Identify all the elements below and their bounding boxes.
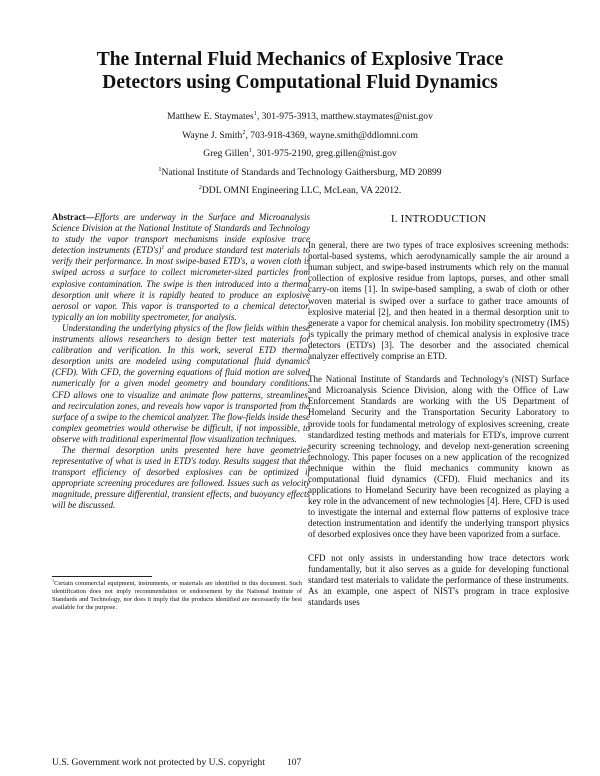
author-sup: 1 <box>248 146 252 154</box>
title-line-1: The Internal Fluid Mechanics of Explosive Trace <box>96 49 504 70</box>
footnote <box>52 577 302 612</box>
page-footer <box>52 757 301 768</box>
affiliation-line <box>90 185 510 196</box>
abstract-text: Efforts are underway in the Surface and Microanalysis Science Division at the National Institute of Standards and Technology to study the vapor transport mechanisms inside explosive trace detection instruments (ETD's) <box>52 212 310 256</box>
left-column <box>52 212 310 512</box>
abstract-paragraph-3: The thermal desorption units presented here have geometries representative of what is used in ETD's today. Results suggest that the transport efficiency of desorbed explosives can be optimized if appropriate screening procedures are followed. Issues such as velocity magnitude, pressure differential, transient effects, and buoyancy effects will be discussed. <box>52 444 310 511</box>
author-line <box>90 130 510 141</box>
intro-paragraph-2: The National Institute of Standards and Technology's (NIST) Surface and Microanalysis Science Division, along with the Office of Law Enforcement Standards are working with the US Department of Homeland Security and the Transportation Security Laboratory to provide tools for fundamental metrology of explosives screening, create standardized testing methods and materials for ETD's, improve current security screening technology, and develop next-generation screening technology. This paper focuses on a new application of the recognized technique within the fluid mechanics community known as computational fluid dynamics (CFD). Fluid mechanics and its applications to Homeland Security have been recognized as playing a key role in the advancement of new technologies [4]. Here, CFD is used to investigate the internal and external flow patterns of explosive trace detection instrumentation and identify the underlying transport physics of desorbed explosives once they have been vaporized from a surface. <box>308 374 569 540</box>
footnote-sup: 1 <box>52 577 55 583</box>
author-name: Greg Gillen <box>203 148 249 159</box>
title-line-2: Detectors using Computational Fluid Dynamics <box>102 72 498 93</box>
author-contact: , 301-975-2190, greg.gillen@nist.gov <box>251 148 397 159</box>
page-number: 107 <box>286 757 302 768</box>
copyright-notice: U.S. Government work not protected by U.S. copyright <box>52 757 265 768</box>
abstract-paragraph-1 <box>52 212 310 323</box>
footnote-divider <box>52 576 152 577</box>
author-sup: 2 <box>242 128 246 136</box>
author-contact: , 301-975-3913, matthew.staymates@nist.gov <box>256 111 433 122</box>
author-contact: , 703-918-4369, wayne.smith@ddlomni.com <box>245 129 418 141</box>
affiliation-sup: 1 <box>158 165 162 173</box>
paper-title <box>60 48 540 94</box>
abstract-text: and produce standard test materials to verify their performance. In most swipe-based ETD's, a woven cloth is swiped across a surface to collect micrometer-sized particles from explosive contamination. The swipe is then introduced into a thermal desorption unit where it is rapidly heated to produce an explosive aerosol or vapor. This vapor is transported to a chemical detector, typically an ion mobility spectrometer, for analysis. <box>52 245 310 322</box>
abstract-label: Abstract <box>52 212 86 222</box>
footnote-ref: 1 <box>161 245 165 252</box>
footnote-text: Certain commercial equipment, instruments, or materials are identified in this document. Such identification does not imply recommendation or endorsement by the National Institute of Standards and Technology, nor does it imply that the products identified are necessarily the best available for the purpose. <box>52 580 302 611</box>
author-name: Matthew E. Staymates <box>167 111 254 122</box>
author-line <box>90 111 510 122</box>
affiliation-sup: 2 <box>198 183 202 191</box>
abstract-dash: — <box>85 212 95 222</box>
intro-paragraph-3: CFD not only assists in understanding how trace detectors work fundamentally, but it also serves as a guide for developing functional standard test materials to validate the performance of these instruments. As an example, one aspect of NIST's program in trace explosive standards uses <box>308 552 569 607</box>
abstract-paragraph-2: Understanding the underlying physics of the flow fields within these instruments allows researchers to design better test materials for calibration and verification. In this work, several ETD thermal desorption units are modeled using computational fluid dynamics (CFD). With CFD, the governing equations of fluid motion are solved numerically for a given model geometry and boundary conditions. CFD allows one to visualize and animate flow patterns, streamlines, and recirculation zones, and reveals how vapor is transported from the surface of a swipe to the chemical analyzer. The flow-fields inside these complex geometries would otherwise be difficult, if not impossible, to observe with traditional experimental flow visualization techniques. <box>52 322 310 444</box>
right-column <box>308 212 569 620</box>
author-name: Wayne J. Smith <box>182 129 243 141</box>
intro-paragraph-1: In general, there are two types of trace explosives screening methods: portal-based systems, which aerodynamically sample the air around a human subject, and swipe-based instruments which rely on the manual collection of explosive residue from laptops, purses, and other small carry-on items [1]. In swipe-based sampling, a swab of cloth or other woven material is swiped over a surface to gather trace amounts of explosive material [2], and then heated in a thermal desorption unit to generate a vapor for chemical analysis. Ion mobility spectrometry (IMS) is typically the primary method of chemical analysis in explosive trace detectors (ETD's) [3]. The desorber and the associated chemical analyzer effectively comprise an ETD. <box>308 240 569 362</box>
author-line <box>90 148 510 159</box>
author-sup: 1 <box>253 109 257 117</box>
affiliation-text: DDL OMNI Engineering LLC, McLean, VA 22012. <box>201 185 402 196</box>
section-heading: I. INTRODUCTION <box>390 213 487 225</box>
affiliation-line <box>90 167 510 178</box>
affiliation-text: National Institute of Standards and Technology Gaithersburg, MD 20899 <box>161 166 442 178</box>
author-block <box>90 111 510 204</box>
